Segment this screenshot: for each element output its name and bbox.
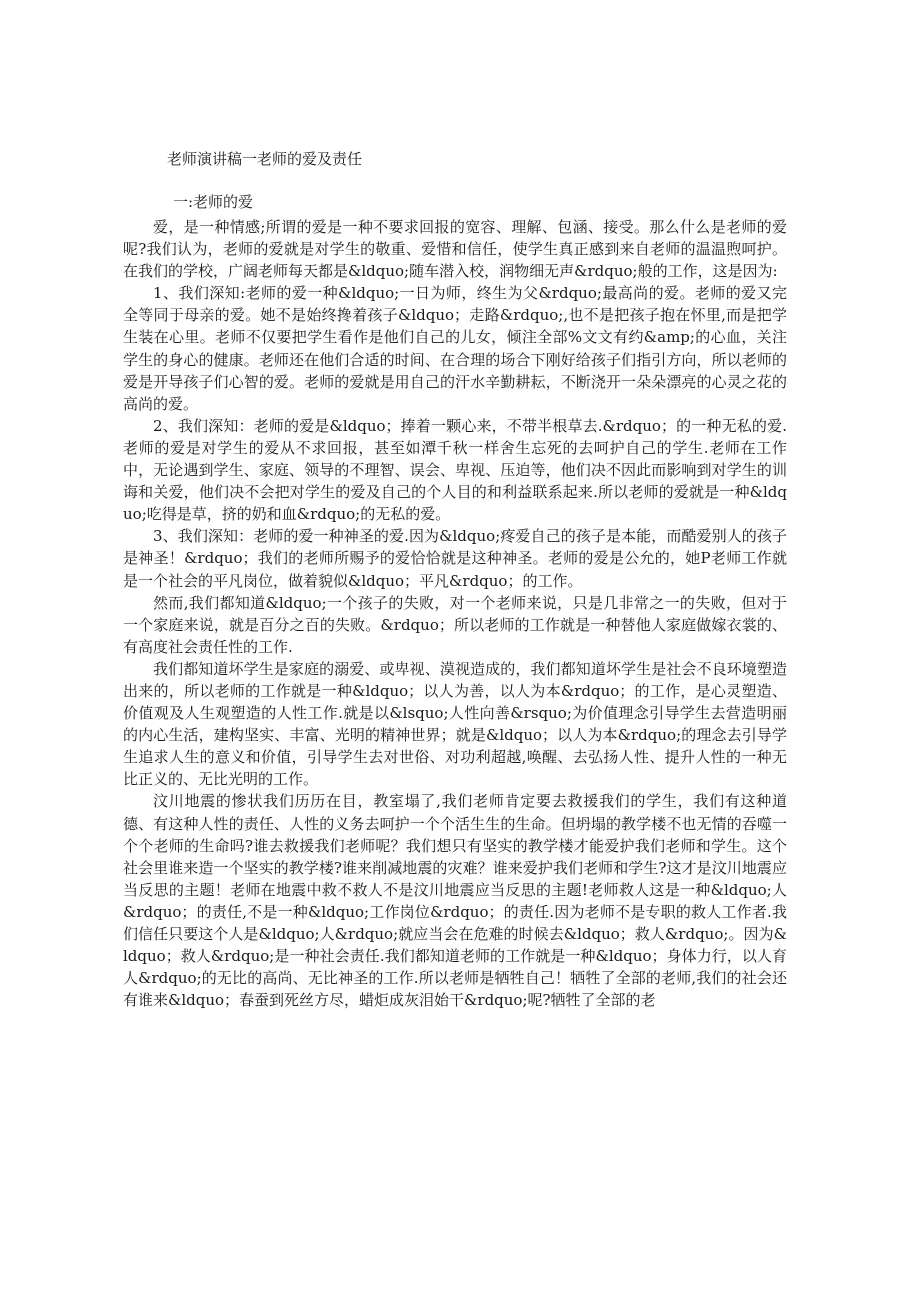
- paragraph-family-failure: 然而,我们都知道&ldquo;一个孩子的失败，对一个老师来说，只是几非常之一的失败，但对于一个家庭来说，就是百分之百的失败。&rdquo；所以老师的工作就是一种替他人家庭做嫁衣裳的、有高度社会责任性的工作.: [123, 593, 787, 656]
- document-page: [123, 148, 787, 1011]
- paragraph-point-3: 3、我们深知：老师的爱一种神圣的爱.因为&ldquo;疼爱自己的孩子是本能，而酷爱别人的孩子是神圣！&rdquo；我们的老师所赐予的爱恰恰就是这种神圣。老师的爱是公允的，她P老师工作就是一个社会的平凡岗位，做着貌似&ldquo；平凡&rdquo；的工作。: [123, 527, 787, 590]
- document-title: 老师演讲稿一老师的爱及责任: [167, 150, 363, 168]
- paragraph-intro: 爱，是一种情感;所谓的爱是一种不要求回报的宽容、理解、包涵、接受。那么什么是老师的爱呢?我们认为，老师的爱就是对学生的敬重、爱惜和信任，使学生真正感到来自老师的温温煦呵护。在我们的学校，广阔老师每天都是&ldquo;随车潜入校，润物细无声&rdquo;般的工作，这是因为:: [123, 218, 787, 281]
- section-heading: 一:老师的爱: [173, 193, 254, 211]
- paragraph-point-2: 2、我们深知：老师的爱是&ldquo；捧着一颗心来，不带半根草去.&rdquo；的一种无私的爱.老师的爱是对学生的爱从不求回报，甚至如潭千秋一样舍生忘死的去呵护自己的学生.老师在工作中，无论遇到学生、家庭、领导的不理智、误会、卑视、压迫等，他们决不因此而影响到对学生的训诲和关爱，他们决不会把对学生的爱及自己的个人目的和利益联系起来.所以老师的爱就是一种&ldquo;吃得是草，挤的奶和血&rdquo;的无私的爱。: [123, 416, 787, 524]
- paragraph-wenchuan-earthquake: 汶川地震的惨状我们历历在目，教室塌了,我们老师肯定要去救援我们的学生，我们有这种道德、有这种人性的责任、人性的义务去呵护一个个活生生的生命。但坍塌的教学楼不也无情的吞噬一个个老师的生命吗?谁去救援我们老师呢？我们想只有坚实的教学楼才能爱护我们老师和学生。这个社会里谁来造一个坚实的教学楼?谁来削减地震的灾难？谁来爱护我们老师和学生?这才是汶川地震应当反思的主题！老师在地震中救不救人不是汶川地震应当反思的主题!老师救人这是一种&ldquo;人&rdquo；的责任,不是一种&ldquo;工作岗位&rdquo；的责任.因为老师不是专职的救人工作者.我们信任只要这个人是&ldquo;人&rdquo;就应当会在危难的时候去&ldquo；救人&rdquo;。因为&ldquo；救人&rdquo;是一种社会责任.我们都知道老师的工作就是一种&ldquo；身体力行，以人育人&rdquo;的无比的高尚、无比神圣的工作.所以老师是牺牲自己！牺牲了全部的老师,我们的社会还有谁来&ldquo；春蚕到死丝方尽，蜡炬成灰泪始干&rdquo;呢?牺牲了全部的老: [123, 792, 787, 1010]
- paragraph-humanity-work: 我们都知道坏学生是家庭的溺爱、或卑视、漠视造成的，我们都知道坏学生是社会不良环境塑造出来的，所以老师的工作就是一种&ldquo；以人为善，以人为本&rdquo；的工作，是心灵塑造、价值观及人生观塑造的人性工作.就是以&lsquo;人性向善&rsquo;为价值理念引导学生去营造明丽的内心生活，建构坚实、丰富、光明的精神世界；就是&ldquo；以人为本&rdquo;的理念去引导学生追求人生的意义和价值，引导学生去对世俗、对功利超越,唤醒、去弘扬人性、提升人性的一种无比正义的、无比光明的工作。: [123, 659, 787, 789]
- paragraph-point-1: 1、我们深知:老师的爱一种&ldquo;一日为师，终生为父&rdquo;最高尚的爱。老师的爱又完全等同于母亲的爱。她不是始终搀着孩子&ldquo；走路&rdquo;,也不是把孩子抱在怀里,而是把学生装在心里。老师不仅要把学生看作是他们自己的儿女，倾注全部%文文有约&amp;的心血，关注学生的身心的健康。老师还在他们合适的时间、在合理的场合下刚好给孩子们指引方向，所以老师的爱是开导孩子们心智的爱。老师的爱就是用自己的汗水辛勤耕耘，不断浇开一朵朵漂亮的心灵之花的高尚的爱。: [123, 284, 787, 413]
